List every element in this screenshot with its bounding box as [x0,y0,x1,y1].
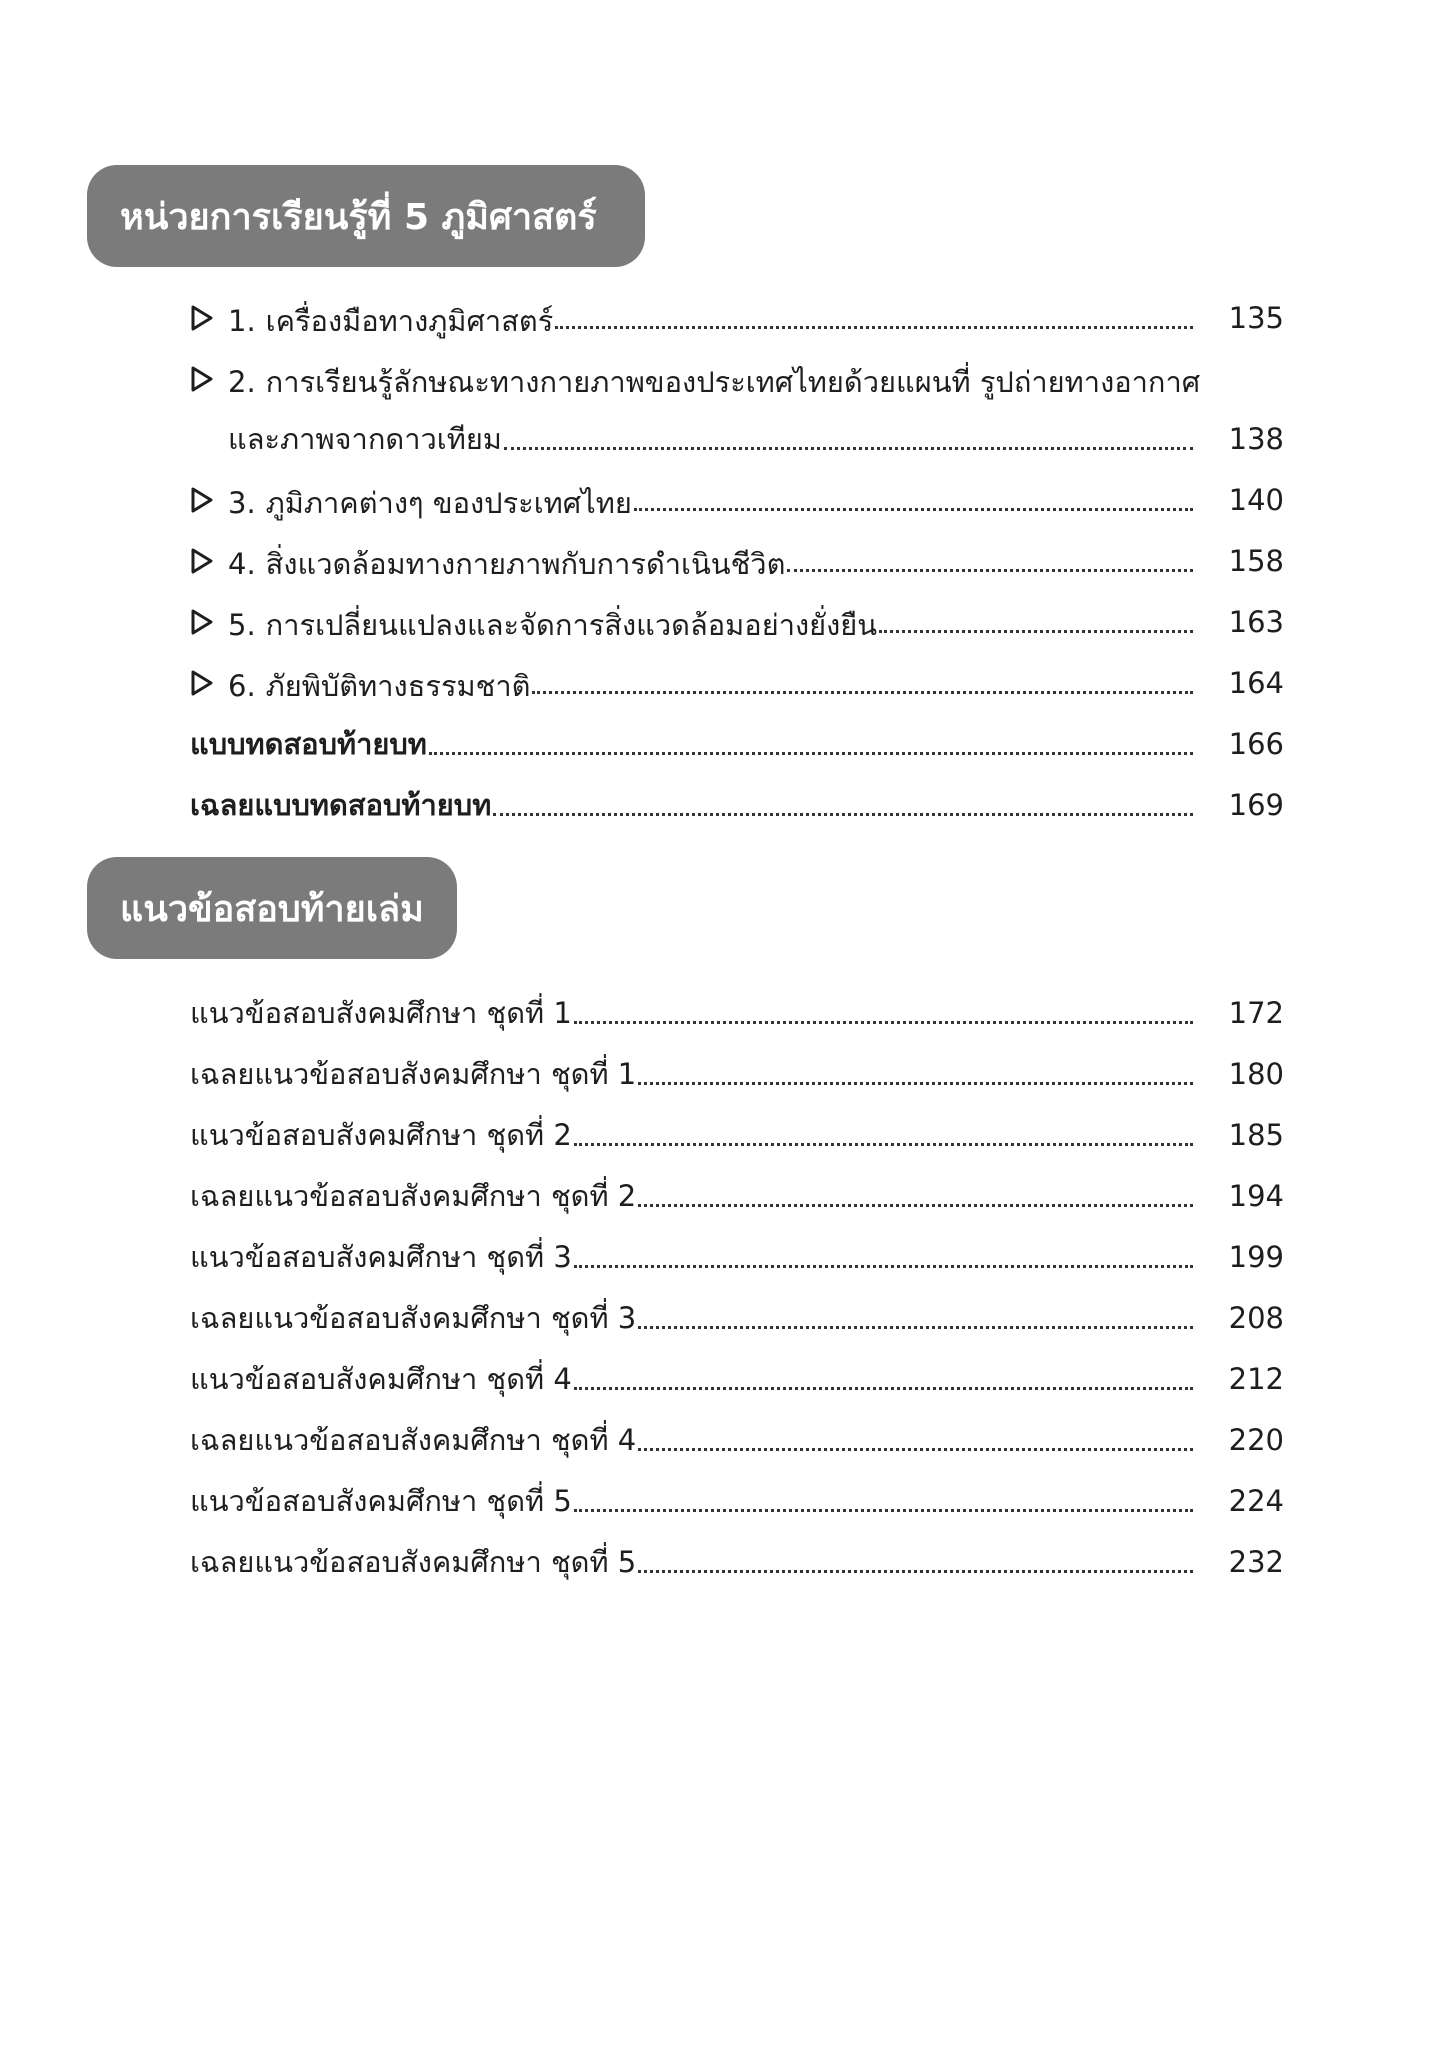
toc-entry[interactable] [190,1354,1284,1404]
entry-number: 3. [228,486,256,520]
entry-title: การเปลี่ยนแปลงและจัดการสิ่งแวดล้อมอย่างยั่งยืน [265,608,878,642]
page-number: 166 [1228,727,1284,761]
dot-leader [574,1508,1193,1512]
entry-title: แนวข้อสอบสังคมศึกษา ชุดที่ 1 [190,996,572,1030]
section-title: แนวข้อสอบท้ายเล่ม [120,888,424,930]
page-number: 220 [1228,1423,1284,1457]
entry-title: สิ่งแวดล้อมทางกายภาพกับการดำเนินชีวิต [265,547,786,581]
dot-leader [787,568,1193,572]
dot-leader [574,1020,1193,1024]
dot-leader [574,1386,1193,1390]
entry-title: ภัยพิบัติทางธรรมชาติ [265,669,531,703]
entry-title: ภูมิภาคต่างๆ ของประเทศไทย [265,486,632,520]
page-number: 232 [1228,1545,1284,1579]
toc-entry-chapter-test-answers[interactable] [190,780,1284,830]
entry-title: เฉลยแนวข้อสอบสังคมศึกษา ชุดที่ 5 [190,1545,637,1579]
toc-entry[interactable] [190,988,1284,1038]
dot-leader [493,812,1193,816]
dot-leader [634,507,1193,511]
toc-entry[interactable] [190,1232,1284,1282]
triangle-outline-right-icon [190,354,228,404]
dot-leader [504,446,1193,450]
page-number: 169 [1228,788,1284,822]
toc-entry[interactable] [190,1476,1284,1526]
dot-leader [638,1447,1193,1451]
dot-leader [638,1203,1193,1207]
entry-title: เฉลยแนวข้อสอบสังคมศึกษา ชุดที่ 4 [190,1423,637,1457]
toc-entry[interactable] [190,1293,1284,1343]
entry-title: แนวข้อสอบสังคมศึกษา ชุดที่ 2 [190,1118,572,1152]
entry-title: และภาพจากดาวเทียม [228,422,502,456]
entry-title: แนวข้อสอบสังคมศึกษา ชุดที่ 3 [190,1240,572,1274]
toc-entry-first-line[interactable] [190,354,1200,404]
entry-title: เฉลยแนวข้อสอบสังคมศึกษา ชุดที่ 3 [190,1301,637,1335]
entry-title: เฉลยแบบทดสอบท้ายบท [190,788,492,822]
dot-leader [574,1142,1193,1146]
toc-entry[interactable] [190,1171,1284,1221]
entry-title: แนวข้อสอบสังคมศึกษา ชุดที่ 5 [190,1484,572,1518]
dot-leader [879,629,1193,633]
entry-title-line1: การเรียนรู้ลักษณะทางกายภาพของประเทศไทยด้วยแผนที่ รูปถ่ายทางอากาศ [265,365,1201,399]
entry-number: 2. [228,365,256,399]
page-number: 180 [1228,1057,1284,1091]
section-title: หน่วยการเรียนรู้ที่ 5 ภูมิศาสตร์ [120,196,597,238]
page-number: 208 [1228,1301,1284,1335]
entry-number: 4. [228,547,256,581]
toc-entry[interactable] [190,1415,1284,1465]
dot-leader [574,1264,1193,1268]
page-number: 135 [1228,301,1284,335]
entry-number: 6. [228,669,256,703]
page-number: 158 [1228,544,1284,578]
triangle-outline-right-icon [190,536,228,586]
page-number: 172 [1228,996,1284,1030]
page-number: 194 [1228,1179,1284,1213]
section-header-geography [87,165,645,267]
entry-title: เฉลยแนวข้อสอบสังคมศึกษา ชุดที่ 2 [190,1179,637,1213]
triangle-outline-right-icon [190,475,228,525]
dot-leader [638,1569,1193,1573]
toc-entry[interactable] [190,536,1284,586]
triangle-outline-right-icon [190,293,228,343]
dot-leader [532,690,1193,694]
triangle-outline-right-icon [190,658,228,708]
toc-entry[interactable] [190,1537,1284,1587]
entry-title: แบบทดสอบท้ายบท [190,727,427,761]
page-number: 164 [1228,666,1284,700]
toc-entry[interactable] [190,414,1284,464]
entry-title: เฉลยแนวข้อสอบสังคมศึกษา ชุดที่ 1 [190,1057,637,1091]
toc-entry[interactable] [190,293,1284,343]
dot-leader [638,1325,1193,1329]
page-number: 199 [1228,1240,1284,1274]
page-number: 163 [1228,605,1284,639]
toc-entry[interactable] [190,475,1284,525]
dot-leader [429,751,1193,755]
dot-leader [555,325,1193,329]
toc-entry[interactable] [190,1049,1284,1099]
page-number: 212 [1228,1362,1284,1396]
toc-entry[interactable] [190,658,1284,708]
toc-entry-chapter-test[interactable] [190,719,1284,769]
entry-title: เครื่องมือทางภูมิศาสตร์ [265,304,554,338]
toc-entry[interactable] [190,1110,1284,1160]
page-number: 140 [1228,483,1284,517]
triangle-outline-right-icon [190,597,228,647]
toc-entry[interactable] [190,597,1284,647]
page-number: 138 [1228,422,1284,456]
section-header-exam-guide [87,857,457,959]
entry-number: 5. [228,608,256,642]
page-number: 224 [1228,1484,1284,1518]
entry-title: แนวข้อสอบสังคมศึกษา ชุดที่ 4 [190,1362,572,1396]
entry-number: 1. [228,304,256,338]
page-number: 185 [1228,1118,1284,1152]
dot-leader [638,1081,1193,1085]
